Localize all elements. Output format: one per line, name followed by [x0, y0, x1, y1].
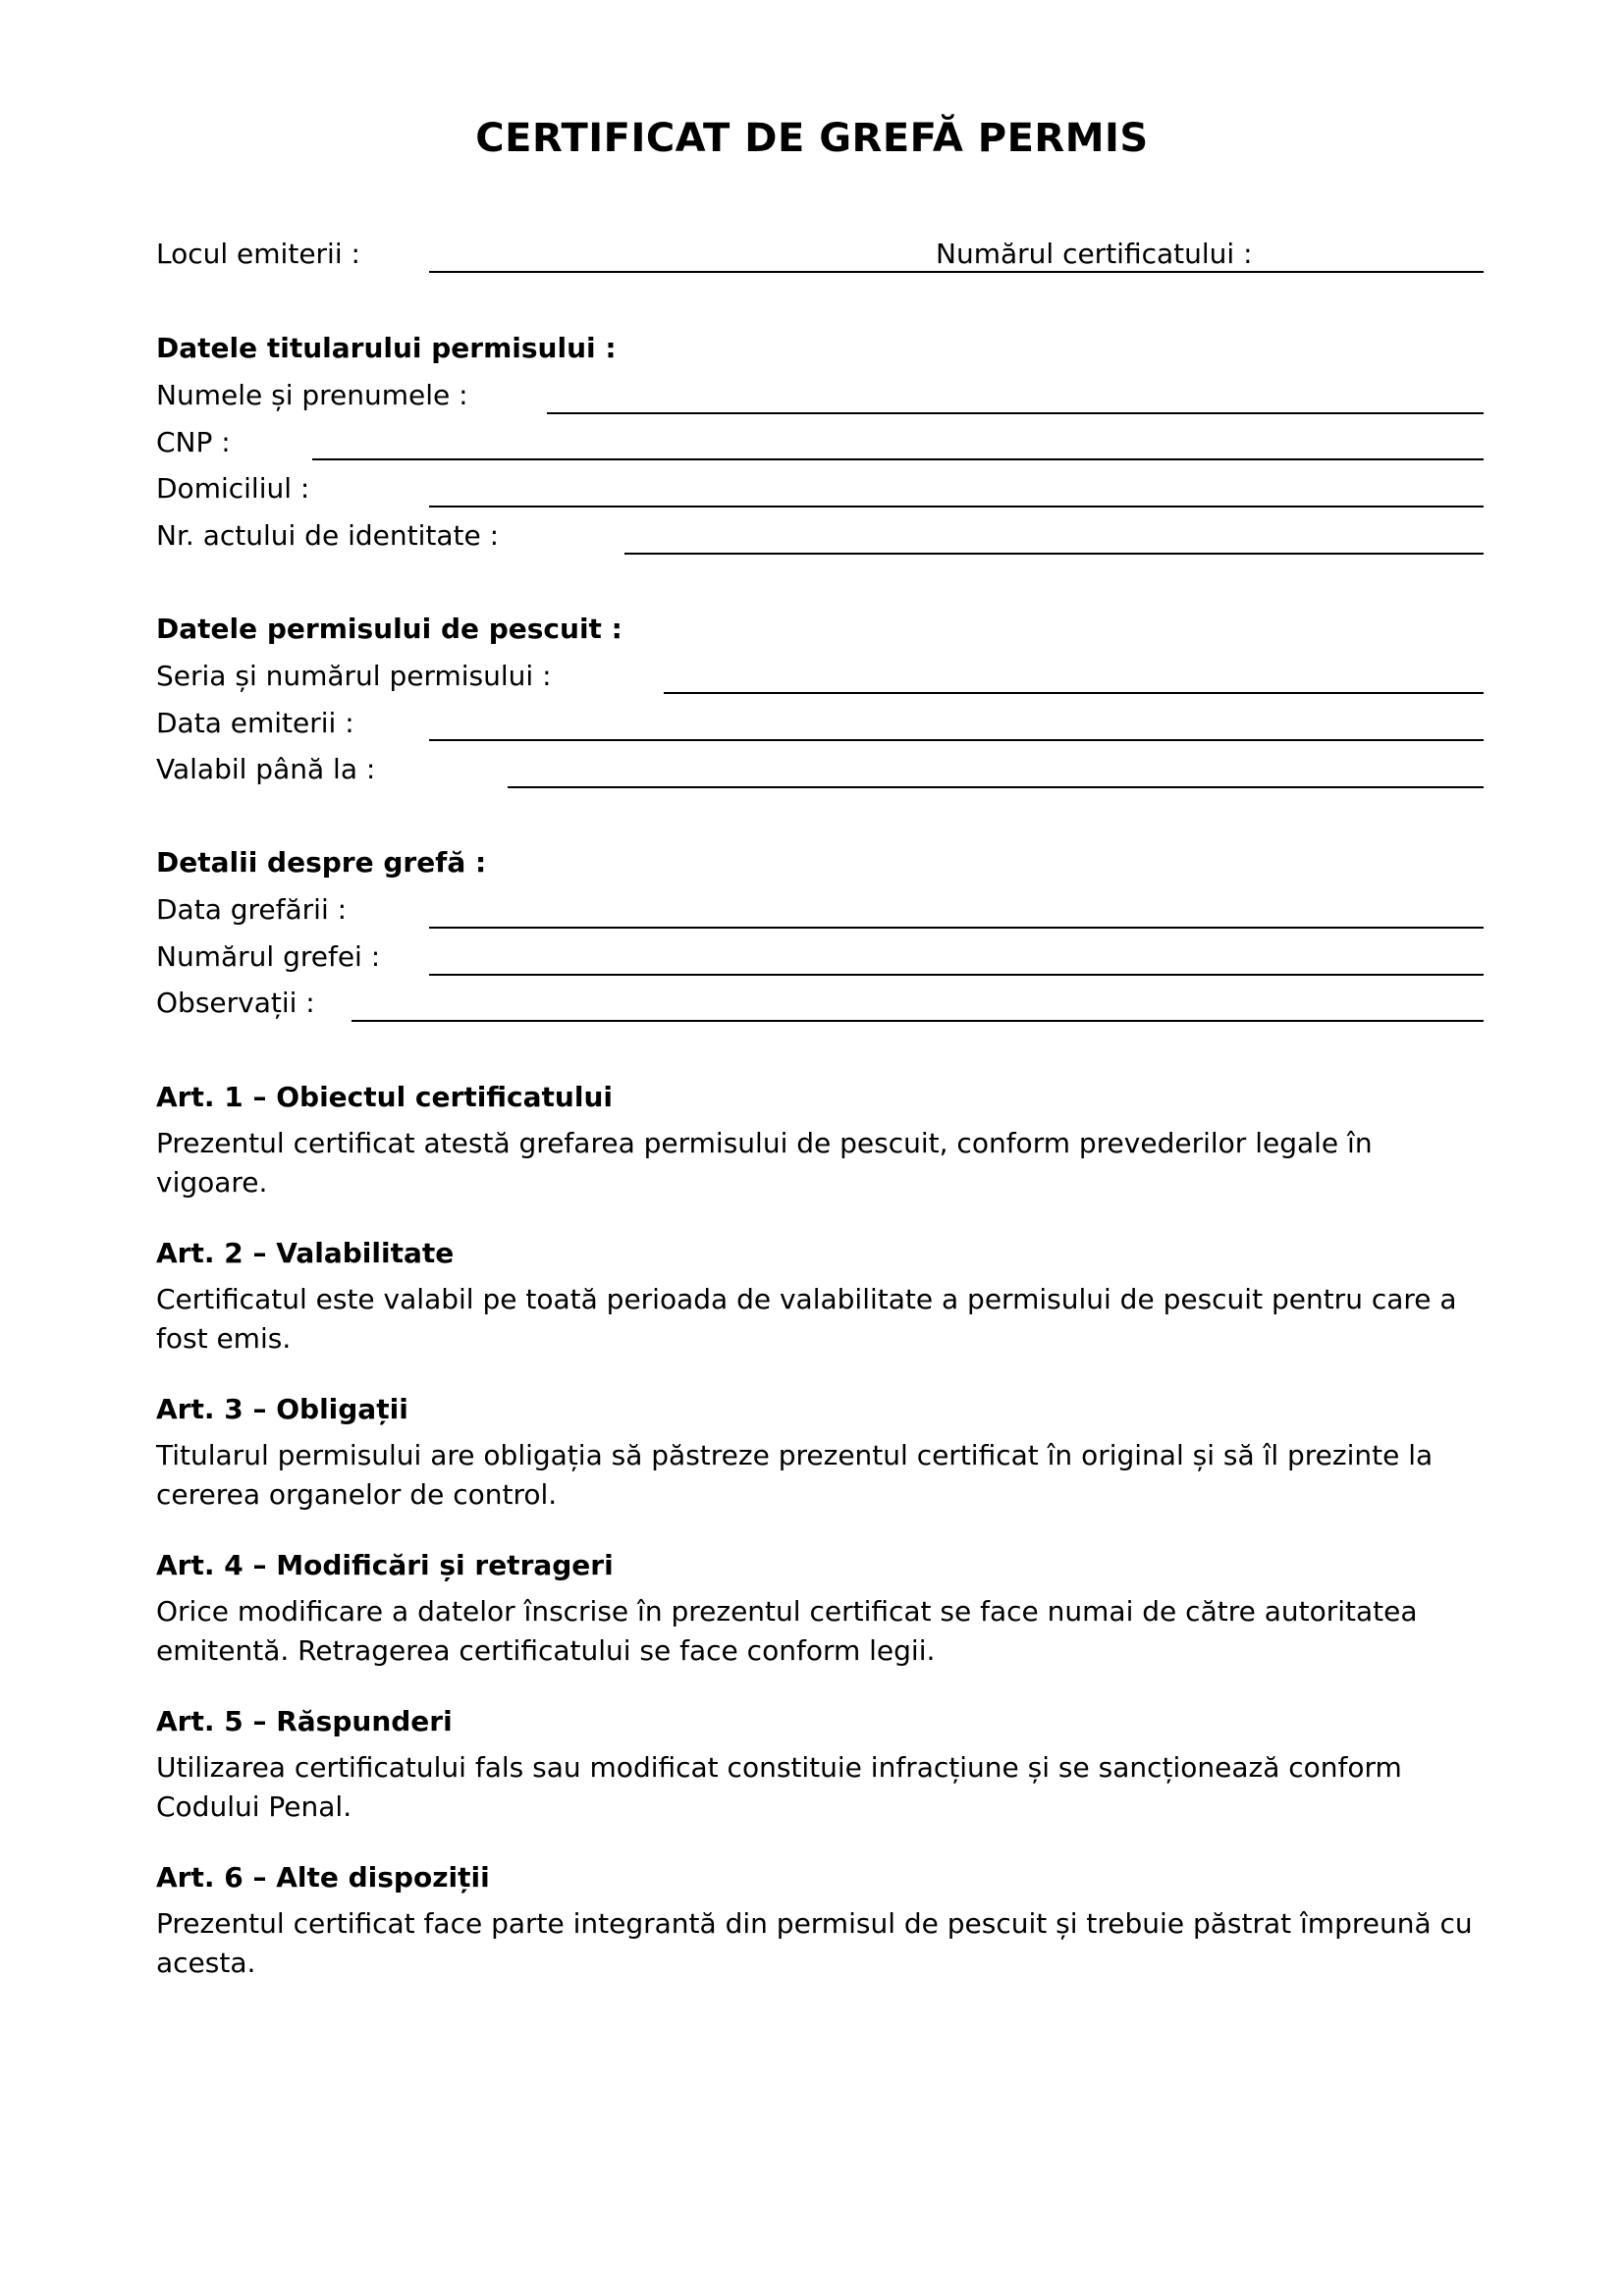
article-body: Titularul permisului are obligația să păstreze prezentul certificat în original și să îl prezinte la cererea organelor de control. — [156, 1439, 1434, 1511]
article-body: Certificatul este valabil pe toată perioada de valabilitate a permisului de pescuit pentru care a fost emis. — [156, 1283, 1457, 1355]
locul-emiterii-label: Locul emiterii : — [156, 238, 360, 270]
numar-grefa-field[interactable] — [429, 974, 1484, 976]
serie-permis-label: Seria și numărul permisului : — [156, 660, 552, 692]
cnp-label: CNP : — [156, 426, 231, 458]
article-3 — [156, 1393, 1491, 1515]
locul-emiterii-field[interactable] — [429, 271, 1484, 273]
numar-grefa-label: Numărul grefei : — [156, 940, 381, 973]
article-title: Art. 3 – Obligații — [156, 1393, 408, 1425]
observatii-field[interactable] — [352, 1020, 1484, 1022]
article-body: Prezentul certificat face parte integrantă din permisul de pescuit și trebuie păstrat împreună cu acesta. — [156, 1907, 1473, 1979]
article-4 — [156, 1549, 1491, 1671]
data-emiterii-field[interactable] — [429, 739, 1484, 741]
nume-field[interactable] — [547, 412, 1484, 414]
cnp-field[interactable] — [312, 458, 1484, 460]
permis-heading: Datele permisului de pescuit : — [156, 613, 623, 645]
article-6 — [156, 1861, 1491, 1983]
document-title: CERTIFICAT DE GREFĂ PERMIS — [475, 116, 1149, 161]
article-5 — [156, 1705, 1491, 1827]
article-body: Orice modificare a datelor înscrise în prezentul certificat se face numai de către autoritatea emitentă. Retragerea certificatului se face conform legii. — [156, 1595, 1418, 1667]
numar-certificat-label: Numărul certificatului : — [936, 238, 1259, 271]
domiciliu-label: Domiciliul : — [156, 472, 310, 505]
article-2 — [156, 1237, 1491, 1359]
article-body: Utilizarea certificatului fals sau modificat constituie infracțiune și se sancționează conform Codului Penal. — [156, 1751, 1402, 1823]
article-title: Art. 4 – Modificări și retrageri — [156, 1549, 614, 1581]
grefa-heading: Detalii despre grefă : — [156, 846, 487, 879]
observatii-label: Observații : — [156, 987, 315, 1019]
data-grefarii-label: Data grefării : — [156, 893, 348, 926]
data-emiterii-label: Data emiterii : — [156, 707, 354, 739]
data-grefarii-field[interactable] — [429, 927, 1484, 929]
serie-permis-field[interactable] — [664, 692, 1484, 694]
article-title: Art. 5 – Răspunderi — [156, 1705, 453, 1737]
article-body: Prezentul certificat atestă grefarea permisului de pescuit, conform prevederilor legale în vigoare. — [156, 1127, 1373, 1199]
valabil-field[interactable] — [508, 786, 1484, 788]
titular-heading: Datele titularului permisului : — [156, 332, 617, 364]
valabil-label: Valabil până la : — [156, 753, 376, 785]
act-identitate-label: Nr. actului de identitate : — [156, 519, 500, 552]
act-identitate-field[interactable] — [624, 553, 1484, 555]
article-1 — [156, 1081, 1491, 1202]
article-title: Art. 1 – Obiectul certificatului — [156, 1081, 613, 1113]
article-title: Art. 6 – Alte dispoziții — [156, 1861, 490, 1894]
article-title: Art. 2 – Valabilitate — [156, 1237, 455, 1269]
domiciliu-field[interactable] — [429, 506, 1484, 507]
nume-label: Numele și prenumele : — [156, 379, 468, 411]
